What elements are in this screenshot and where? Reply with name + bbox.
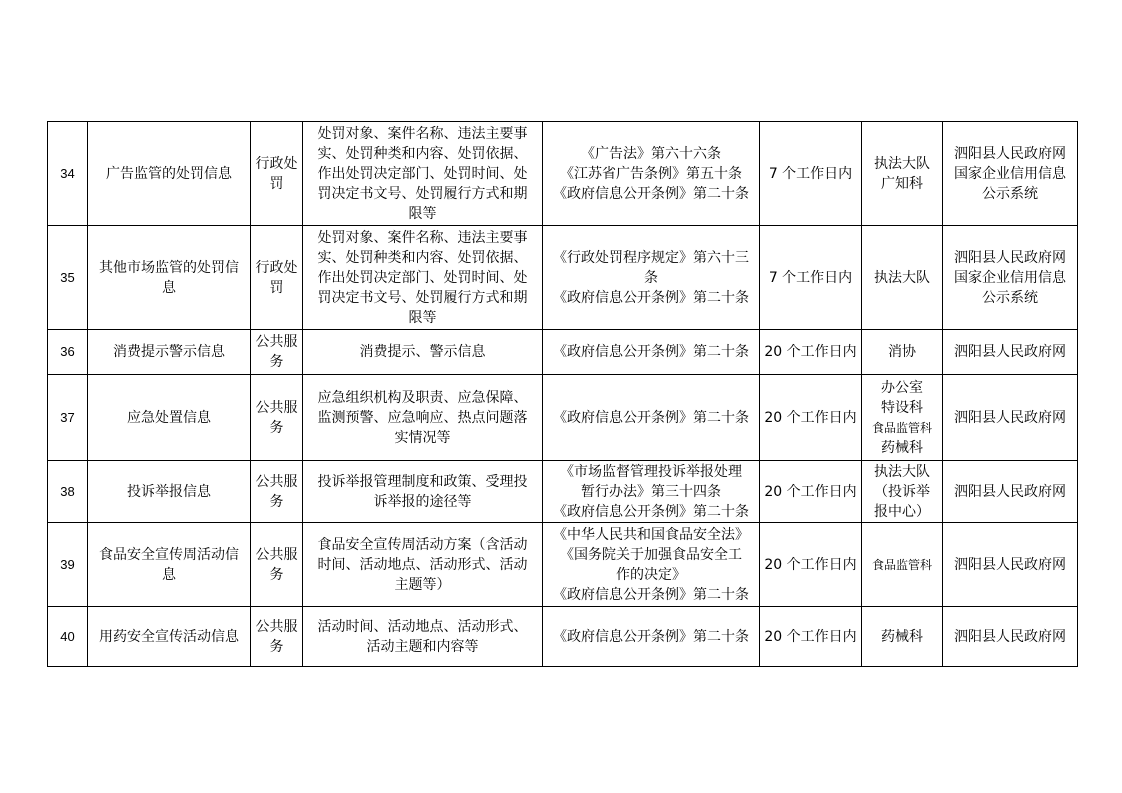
table-body [48,122,1078,667]
category-line: 公共服 [255,334,298,350]
disclosure-content-cell [303,226,543,330]
disclosure-channel-cell [943,523,1078,607]
disclosure-channel-cell [943,122,1078,226]
legal-basis-line: 作的决定》 [616,566,686,583]
disclosure-channel-line: 公示系统 [982,185,1038,202]
item-name-line: 其他市场监管的处罚信 [99,259,239,276]
legal-basis-line: 《国务院关于加强食品安全工 [560,546,742,563]
disclosure-channel-cell [943,461,1078,523]
legal-basis-cell [543,523,760,607]
legal-basis-cell [543,122,760,226]
item-name-line: 消费提示警示信息 [113,344,225,360]
disclosure-content-line: 实情况等 [394,429,451,446]
time-limit-cell: 20 个工作日内 [760,330,862,375]
legal-basis-cell [543,330,760,375]
item-name-line: 用药安全宣传活动信息 [99,628,239,645]
disclosure-content-line: 投诉举报管理制度和政策、受理投 [317,473,528,490]
responsible-dept-cell [862,226,943,330]
category-cell [251,330,303,375]
responsible-dept-line: 办公室 [881,379,923,396]
disclosure-content-line: 限等 [408,205,437,222]
item-name-cell [88,330,251,375]
responsible-dept-line: 药械科 [881,628,923,645]
category-line: 公共服 [255,399,298,416]
table-row [48,226,1078,330]
row-number-cell: 35 [48,226,88,330]
legal-basis-line: 条 [644,269,658,286]
legal-basis-line: 《政府信息公开条例》第二十条 [553,289,749,306]
disclosure-content-line: 实、处罚种类和内容、处罚依据、 [317,249,528,266]
disclosure-content-line: 处罚对象、案件名称、违法主要事 [317,125,528,142]
responsible-dept-cell [862,375,943,461]
legal-basis-line: 《政府信息公开条例》第二十条 [553,185,749,202]
row-number-cell: 39 [48,523,88,607]
disclosure-content-line: 主题等） [394,576,451,593]
responsible-dept-line: 执法大队 [874,463,930,480]
disclosure-channel-cell [943,226,1078,330]
disclosure-channel-line: 泗阳县人民政府网 [954,145,1066,162]
category-line: 公共服 [255,546,298,563]
legal-basis-line: 暂行办法》第三十四条 [581,483,721,500]
disclosure-content-cell [303,122,543,226]
category-cell [251,375,303,461]
disclosure-content-line: 监测预警、应急响应、热点问题落 [317,409,528,426]
legal-basis-cell [543,226,760,330]
disclosure-content-line: 活动主题和内容等 [366,638,479,655]
row-number-cell: 34 [48,122,88,226]
category-line: 务 [269,354,284,370]
item-name-cell [88,523,251,607]
disclosure-channel-line: 泗阳县人民政府网 [954,249,1066,266]
legal-basis-line: 《政府信息公开条例》第二十条 [553,628,749,645]
legal-basis-line: 《市场监督管理投诉举报处理 [560,463,742,480]
disclosure-content-cell [303,375,543,461]
item-name-line: 食品安全宣传周活动信 [99,546,239,563]
disclosure-channel-line: 国家企业信用信息 [954,269,1066,286]
responsible-dept-line: 食品监管科 [871,557,932,572]
table-row [48,461,1078,523]
responsible-dept-line: 执法大队 [874,155,930,172]
disclosure-content-line: 应急组织机构及职责、应急保障、 [317,389,528,406]
legal-basis-cell [543,461,760,523]
responsible-dept-line: 药械科 [881,439,923,456]
disclosure-content-line: 作出处罚决定部门、处罚时间、处 [317,165,528,182]
disclosure-table [47,121,1078,667]
category-line: 务 [269,638,284,655]
time-limit-cell: 20 个工作日内 [760,375,862,461]
disclosure-content-cell [303,523,543,607]
table-row [48,330,1078,375]
responsible-dept-cell [862,523,943,607]
item-name-line: 应急处置信息 [127,409,211,426]
item-name-line: 广告监管的处罚信息 [106,165,232,182]
responsible-dept-line: 报中心） [874,503,930,520]
item-name-cell [88,461,251,523]
time-limit-cell: 20 个工作日内 [760,607,862,667]
legal-basis-cell [543,375,760,461]
responsible-dept-line: 广知科 [881,175,923,192]
legal-basis-line: 《政府信息公开条例》第二十条 [553,409,749,426]
disclosure-content-line: 诉举报的途径等 [373,493,472,510]
category-line: 务 [269,493,284,510]
disclosure-channel-line: 泗阳县人民政府网 [954,409,1066,426]
item-name-line: 投诉举报信息 [127,483,211,500]
legal-basis-line: 《江苏省广告条例》第五十条 [560,165,742,182]
disclosure-content-line: 处罚对象、案件名称、违法主要事 [317,229,528,246]
legal-basis-line: 《政府信息公开条例》第二十条 [553,586,749,603]
disclosure-channel-cell [943,607,1078,667]
disclosure-channel-line: 泗阳县人民政府网 [954,556,1066,573]
category-cell [251,226,303,330]
time-limit-cell: 7 个工作日内 [760,122,862,226]
responsible-dept-cell [862,122,943,226]
legal-basis-line: 《行政处罚程序规定》第六十三 [553,249,749,266]
category-line: 公共服 [255,473,298,490]
row-number-cell: 37 [48,375,88,461]
item-name-cell [88,122,251,226]
time-limit-cell: 20 个工作日内 [760,461,862,523]
category-line: 罚 [269,279,284,296]
category-line: 罚 [269,175,284,192]
legal-basis-line: 《政府信息公开条例》第二十条 [553,503,749,520]
disclosure-content-line: 消费提示、警示信息 [359,344,486,360]
disclosure-content-line: 活动时间、活动地点、活动形式、 [317,618,528,635]
disclosure-channel-cell [943,375,1078,461]
disclosure-content-line: 作出处罚决定部门、处罚时间、处 [317,269,528,286]
time-limit-cell: 7 个工作日内 [760,226,862,330]
responsible-dept-line: 消协 [888,344,916,360]
disclosure-channel-line: 泗阳县人民政府网 [954,628,1066,645]
responsible-dept-cell [862,607,943,667]
disclosure-channel-line: 泗阳县人民政府网 [954,483,1066,500]
disclosure-content-line: 限等 [408,309,437,326]
row-number-cell: 40 [48,607,88,667]
responsible-dept-line: 特设科 [881,399,923,416]
item-name-line: 息 [162,566,176,583]
category-cell [251,122,303,226]
responsible-dept-line: （投诉举 [874,483,930,500]
disclosure-channel-cell [943,330,1078,375]
category-line: 行政处 [255,155,298,172]
legal-basis-cell [543,607,760,667]
disclosure-content-cell [303,607,543,667]
disclosure-content-line: 实、处罚种类和内容、处罚依据、 [317,145,528,162]
row-number-cell: 38 [48,461,88,523]
responsible-dept-line: 食品监管科 [871,420,932,435]
table-row [48,523,1078,607]
disclosure-channel-line: 国家企业信用信息 [954,165,1066,182]
disclosure-channel-line: 公示系统 [982,289,1038,306]
category-cell [251,607,303,667]
legal-basis-line: 《广告法》第六十六条 [581,145,721,162]
item-name-cell [88,607,251,667]
responsible-dept-line: 执法大队 [874,269,930,286]
disclosure-content-line: 食品安全宣传周活动方案（含活动 [317,536,528,553]
disclosure-content-cell [303,461,543,523]
responsible-dept-cell [862,330,943,375]
disclosure-content-cell [303,330,543,375]
category-line: 务 [269,419,284,436]
legal-basis-line: 《政府信息公开条例》第二十条 [553,344,749,360]
table-row [48,122,1078,226]
item-name-cell [88,226,251,330]
item-name-line: 息 [162,279,176,296]
time-limit-cell: 20 个工作日内 [760,523,862,607]
disclosure-content-line: 罚决定书文号、处罚履行方式和期 [317,185,528,202]
category-line: 行政处 [255,259,298,276]
category-line: 公共服 [255,618,298,635]
disclosure-channel-line: 泗阳县人民政府网 [954,344,1066,360]
table-row [48,607,1078,667]
disclosure-content-line: 时间、活动地点、活动形式、活动 [317,556,528,573]
item-name-cell [88,375,251,461]
responsible-dept-cell [862,461,943,523]
disclosure-content-line: 罚决定书文号、处罚履行方式和期 [317,289,528,306]
row-number-cell: 36 [48,330,88,375]
category-cell [251,523,303,607]
legal-basis-line: 《中华人民共和国食品安全法》 [553,526,749,543]
category-cell [251,461,303,523]
category-line: 务 [269,566,284,583]
table-row [48,375,1078,461]
